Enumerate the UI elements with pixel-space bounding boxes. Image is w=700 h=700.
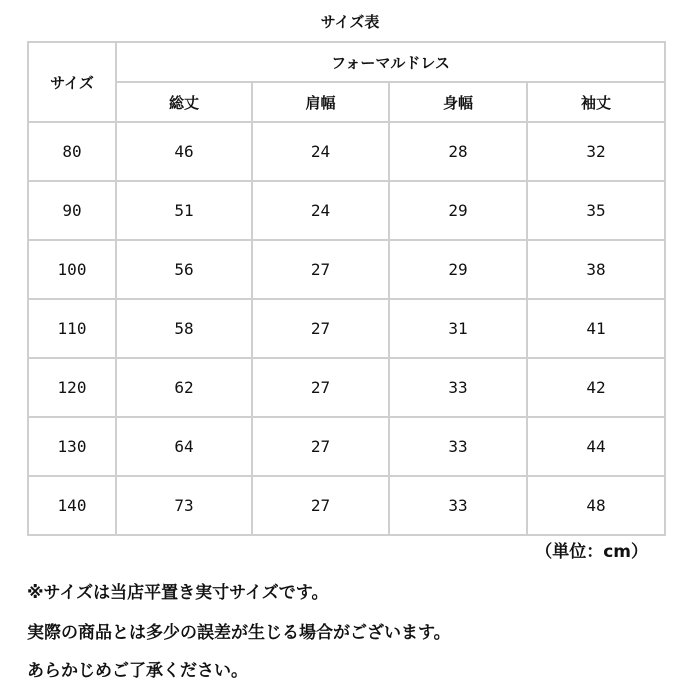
size-cell: 130 xyxy=(28,417,116,476)
value-cell: 28 xyxy=(389,122,527,181)
value-cell: 44 xyxy=(527,417,665,476)
table-row xyxy=(28,181,665,240)
table-row xyxy=(28,299,665,358)
value-cell: 48 xyxy=(527,476,665,535)
column-header-total-length: 総丈 xyxy=(116,82,252,122)
column-header-body-width: 身幅 xyxy=(389,82,527,122)
unit-label: （単位：cm） xyxy=(535,542,648,562)
value-cell: 56 xyxy=(116,240,252,299)
value-cell: 29 xyxy=(389,181,527,240)
value-cell: 32 xyxy=(527,122,665,181)
size-cell: 120 xyxy=(28,358,116,417)
value-cell: 51 xyxy=(116,181,252,240)
value-cell: 38 xyxy=(527,240,665,299)
value-cell: 27 xyxy=(252,476,389,535)
size-cell: 110 xyxy=(28,299,116,358)
value-cell: 33 xyxy=(389,476,527,535)
table-row xyxy=(28,122,665,181)
table-row xyxy=(28,358,665,417)
column-header-sleeve-length: 袖丈 xyxy=(527,82,665,122)
value-cell: 41 xyxy=(527,299,665,358)
table-row xyxy=(28,476,665,535)
size-column-header: サイズ xyxy=(28,42,116,122)
size-cell: 100 xyxy=(28,240,116,299)
value-cell: 27 xyxy=(252,417,389,476)
note-line: あらかじめご了承ください。 xyxy=(27,661,248,681)
value-cell: 24 xyxy=(252,122,389,181)
value-cell: 33 xyxy=(389,358,527,417)
value-cell: 31 xyxy=(389,299,527,358)
value-cell: 35 xyxy=(527,181,665,240)
value-cell: 64 xyxy=(116,417,252,476)
table-subheader-row xyxy=(28,82,665,122)
column-header-shoulder-width: 肩幅 xyxy=(252,82,389,122)
note-line: 実際の商品とは多少の誤差が生じる場合がございます。 xyxy=(27,623,451,643)
value-cell: 73 xyxy=(116,476,252,535)
value-cell: 58 xyxy=(116,299,252,358)
value-cell: 42 xyxy=(527,358,665,417)
value-cell: 27 xyxy=(252,240,389,299)
formal-dress-group-header: フォーマルドレス xyxy=(116,42,665,82)
value-cell: 62 xyxy=(116,358,252,417)
size-table xyxy=(27,41,666,536)
value-cell: 29 xyxy=(389,240,527,299)
table-row xyxy=(28,417,665,476)
value-cell: 46 xyxy=(116,122,252,181)
page-title: サイズ表 xyxy=(320,13,380,31)
note-line: ※サイズは当店平置き実寸サイズです。 xyxy=(27,583,329,603)
size-cell: 140 xyxy=(28,476,116,535)
table-row xyxy=(28,240,665,299)
size-cell: 80 xyxy=(28,122,116,181)
value-cell: 24 xyxy=(252,181,389,240)
value-cell: 33 xyxy=(389,417,527,476)
value-cell: 27 xyxy=(252,358,389,417)
size-cell: 90 xyxy=(28,181,116,240)
value-cell: 27 xyxy=(252,299,389,358)
table-header-row xyxy=(28,42,665,82)
